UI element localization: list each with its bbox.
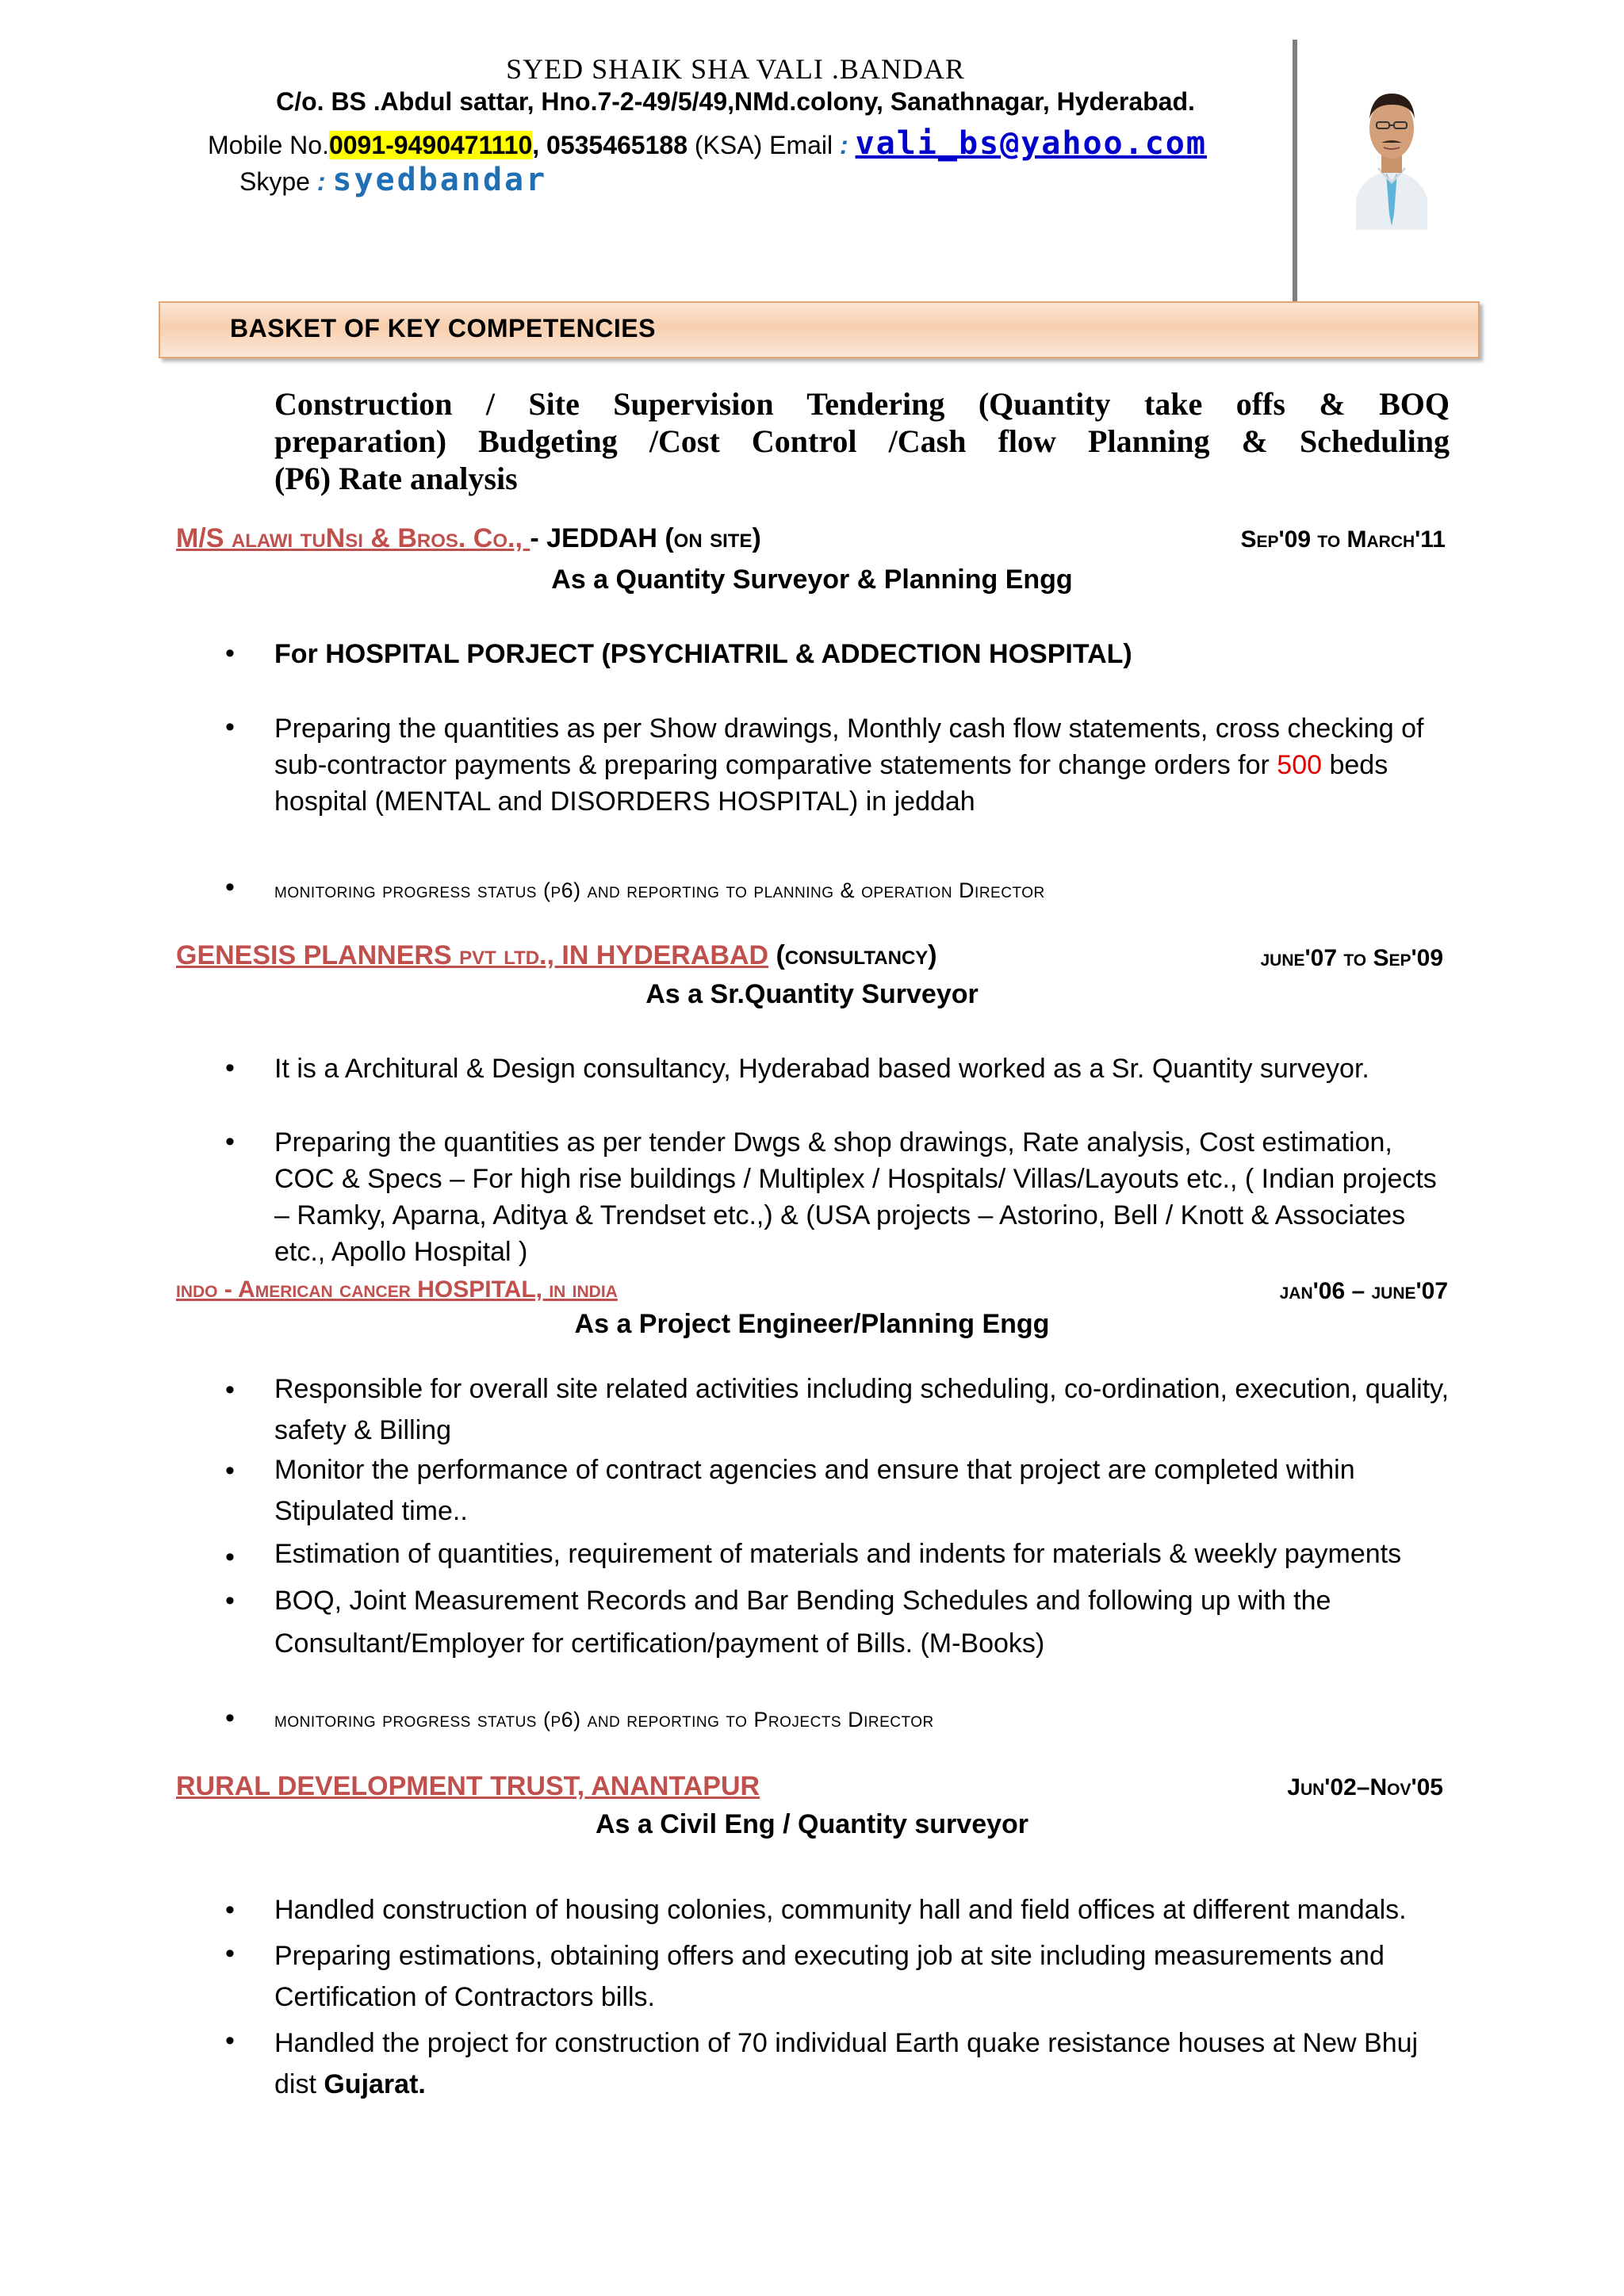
bullet-icon: • xyxy=(225,1703,235,1733)
job-3-company-name: indo - American cancer HOSPITAL, in india xyxy=(176,1276,618,1303)
mobile-primary: 0091-9490471110 xyxy=(328,131,533,159)
job-4-bullet-3-text: Handled the project for construction of 70 individual Earth quake resistance houses at New Bhuj dist xyxy=(274,2028,1419,2099)
job-1-bed-count: 500 xyxy=(1277,750,1323,780)
mobile-secondary: , 0535465188 xyxy=(532,131,688,159)
bullet-icon: • xyxy=(225,872,235,902)
job-3-bullet-5: monitoring progress status (p6) and reporting to Projects Director xyxy=(274,1708,934,1732)
competency-line-1: Construction / Site Supervision Tendering (Quantity take offs & BOQ xyxy=(274,386,1450,422)
skype-label: Skype xyxy=(239,167,317,196)
job-2-type: (consultancy) xyxy=(768,940,937,970)
job-3-bullet-1: Responsible for overall site related activities including scheduling, co-ordination, execution, quality, safety & Billing xyxy=(274,1374,1450,1445)
header-divider xyxy=(1293,40,1297,301)
bullet-icon: • xyxy=(225,1127,235,1157)
skype-line xyxy=(239,162,547,198)
candidate-address: C/o. BS .Abdul sattar, Hno.7-2-49/5/49,NMd.colony, Sanathnagar, Hyderabad. xyxy=(276,87,1195,116)
skype-separator: : xyxy=(316,167,326,196)
job-3-date: jan'06 – june'07 xyxy=(1279,1278,1448,1304)
job-3-bullet-2: Monitor the performance of contract agencies and ensure that project are completed within Stipulated time.. xyxy=(274,1455,1355,1526)
job-1-location: - JEDDAH (on site) xyxy=(530,523,761,553)
job-4-date: Jun'02–Nov'05 xyxy=(1287,1774,1443,1800)
job-1-bullet-1 xyxy=(274,636,1456,672)
bullet-icon: • xyxy=(225,1586,235,1616)
bullet-icon: • xyxy=(225,1053,235,1083)
job-1-company-name: M/S alawi tuNsi & Bros. Co., xyxy=(176,523,530,553)
job-4-company-name: RURAL DEVELOPMENT TRUST, ANANTAPUR xyxy=(176,1771,760,1801)
job-1-role: As a Quantity Surveyor & Planning Engg xyxy=(551,564,1073,595)
job-2-bullet-1: It is a Architural & Design consultancy, Hyderabad based worked as a Sr. Quantity surveyor. xyxy=(274,1054,1369,1084)
email-separator: : xyxy=(840,131,848,159)
bullet-icon: • xyxy=(225,1375,235,1405)
job-4-company xyxy=(176,1771,760,1802)
job-4-bullet-2: Preparing estimations, obtaining offers and executing job at site including measurements and Certification of Contractors bills. xyxy=(274,1941,1385,2012)
bullet-icon: • xyxy=(225,1895,235,1925)
job-3-bullet-4: BOQ, Joint Measurement Records and Bar Bending Schedules and following up with the Consultant/Employer for certification/payment of Bills. (M-Books) xyxy=(274,1586,1331,1659)
bullet-icon: • xyxy=(225,712,235,742)
competency-line-2: preparation) Budgeting /Cost Control /Cash flow Planning & Scheduling xyxy=(274,423,1450,459)
bullet-icon: • xyxy=(225,2026,235,2056)
job-4-bullet-1: Handled construction of housing colonies, community hall and field offices at different mandals. xyxy=(274,1895,1407,1925)
candidate-name: SYED SHAIK SHA VALI .BANDAR xyxy=(506,53,965,85)
bullet-icon: • xyxy=(225,1456,235,1486)
job-2-bullet-2: Preparing the quantities as per tender Dwgs & shop drawings, Rate analysis, Cost estimation, COC & Specs – For high rise buildings / Multiplex / Hospitals/ Villas/Layouts etc., ( Indian projects – Ramky, Aparna, Aditya & Trendset etc.,) & (USA projects – Astorino, Bell / Knott & Associates etc., Apollo Hospital ) xyxy=(274,1127,1437,1267)
job-2-company-name: GENESIS PLANNERS pvt ltd., IN HYDERABAD xyxy=(176,940,769,970)
job-4-bullet-3 xyxy=(274,2022,1456,2105)
job-3-company xyxy=(176,1276,618,1303)
candidate-photo xyxy=(1348,63,1435,230)
job-1-bullet-2-text: Preparing the quantities as per Show drawings, Monthly cash flow statements, cross checking of sub-contractor payments & preparing comparative statements for change orders for xyxy=(274,714,1424,780)
job-1-bullet-2 xyxy=(274,710,1456,820)
competency-line-3: (P6) Rate analysis xyxy=(274,461,518,496)
mobile-note: (KSA) Email xyxy=(687,131,841,159)
contact-line xyxy=(208,125,1207,162)
job-1-company xyxy=(176,523,761,554)
job-1-bullet-1-text: For HOSPITAL PORJECT (PSYCHIATRIL & ADDECTION HOSPITAL) xyxy=(274,639,1132,669)
mobile-label: Mobile No. xyxy=(208,131,329,159)
job-2-company xyxy=(176,940,937,971)
job-2-role: As a Sr.Quantity Surveyor xyxy=(645,979,979,1009)
job-3-bullet-3: Estimation of quantities, requirement of materials and indents for materials & weekly payments xyxy=(274,1539,1402,1569)
competencies-title: BASKET OF KEY COMPETENCIES xyxy=(230,314,656,342)
job-2-date: june'07 to Sep'09 xyxy=(1260,945,1443,971)
email-link[interactable]: vali_bs@yahoo.com xyxy=(855,125,1207,162)
job-1-bullet-2-tail: beds hospital (MENTAL and DISORDERS HOSPITAL) in jeddah xyxy=(274,750,1388,817)
job-3-role: As a Project Engineer/Planning Engg xyxy=(574,1309,1050,1339)
bullet-icon: • xyxy=(225,638,235,668)
job-4-role: As a Civil Eng / Quantity surveyor xyxy=(595,1809,1029,1839)
bullet-icon: • xyxy=(225,1938,235,1969)
job-1-date: Sep'09 to March'11 xyxy=(1240,526,1446,553)
bullet-icon: • xyxy=(225,1542,235,1572)
job-1-bullet-3: monitoring progress status (p6) and reporting to planning & operation Director xyxy=(274,878,1045,902)
job-4-bullet-3-state: Gujarat. xyxy=(324,2069,426,2099)
skype-handle: syedbandar xyxy=(332,162,548,198)
